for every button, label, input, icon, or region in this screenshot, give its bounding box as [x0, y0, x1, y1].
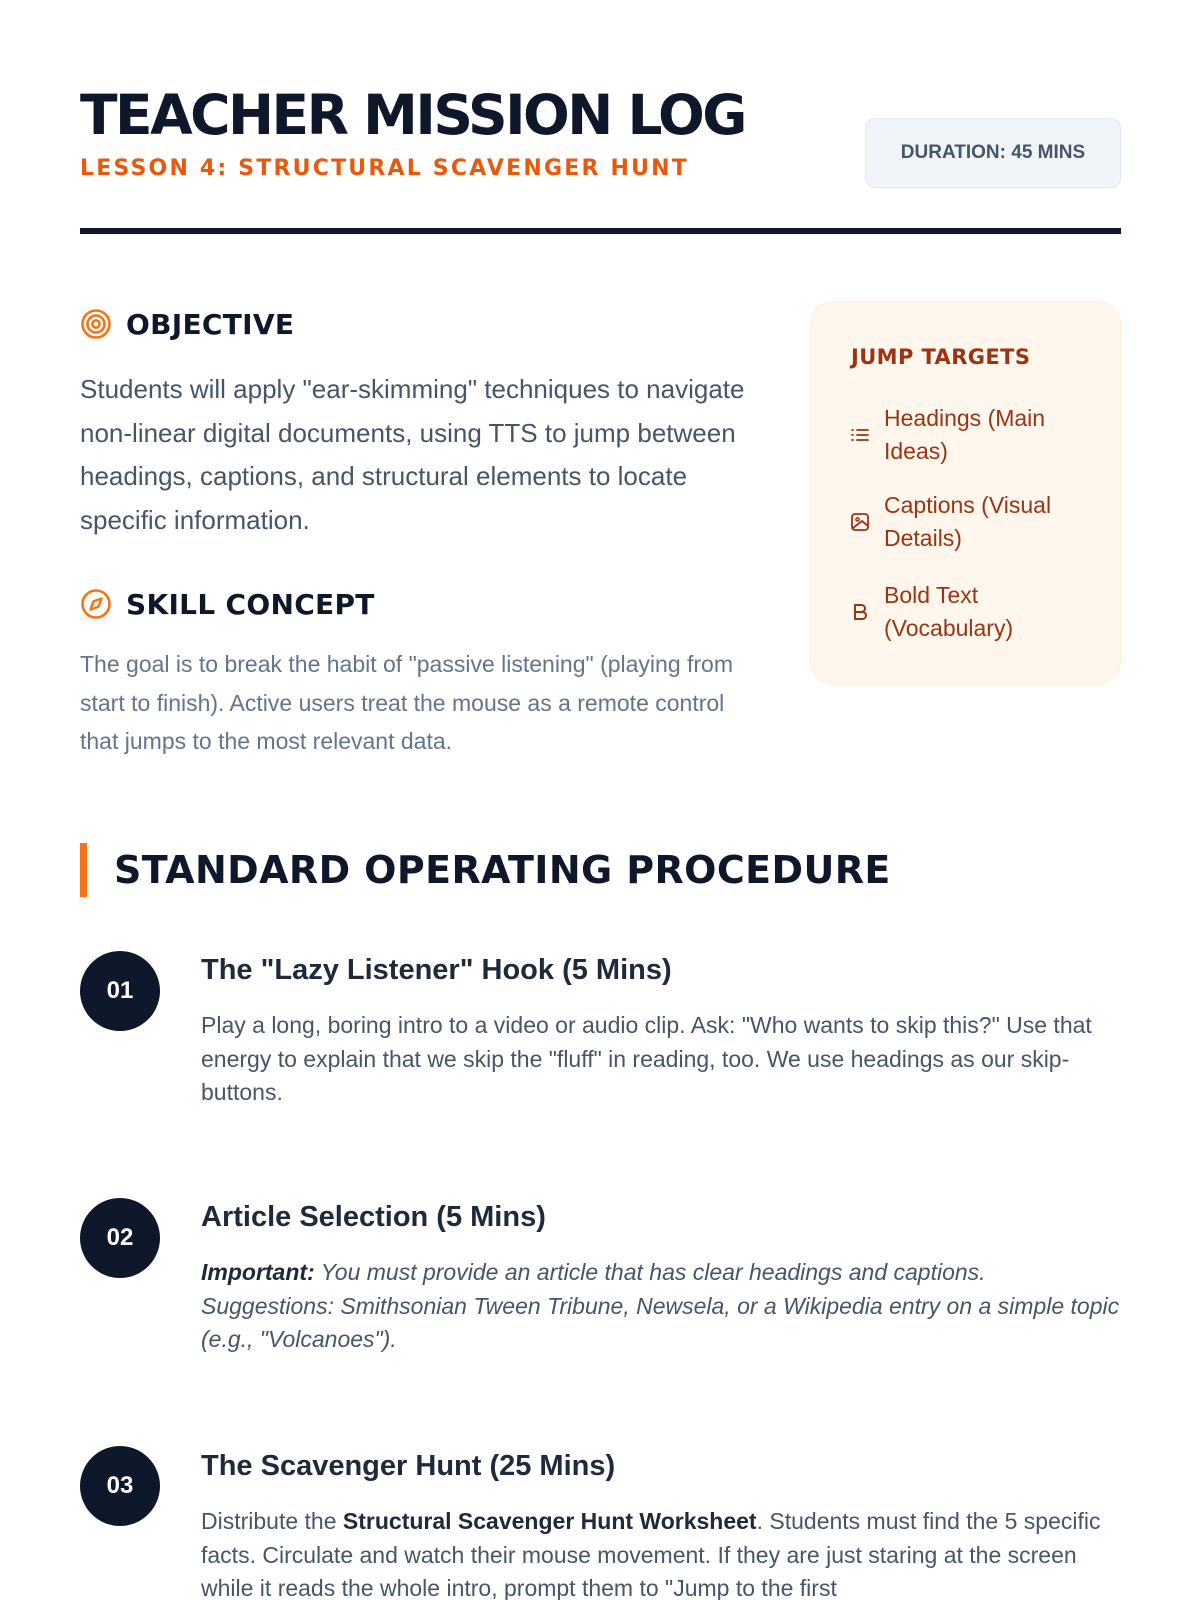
jump-target-bold [850, 579, 1094, 645]
jump-target-label: Captions (Visual Details) [884, 492, 1052, 551]
step-title: The Scavenger Hunt (25 Mins) [201, 1450, 616, 1482]
step-number-badge: 02 [80, 1198, 160, 1278]
objective-title: OBJECTIVE [126, 307, 295, 341]
skill-concept-title: SKILL CONCEPT [126, 587, 375, 621]
step-description [201, 1256, 1121, 1357]
step-number-badge: 03 [80, 1446, 160, 1526]
step-text-before: Distribute the [201, 1508, 337, 1534]
worksheet-name: Structural Scavenger Hunt Worksheet [342, 1508, 757, 1534]
page-title: TEACHER MISSION LOG [80, 83, 745, 147]
skill-concept-text: The goal is to break the habit of "passive listening" (playing from start to finish). Active users treat the mouse as a remote control that jumps to the most relevant data. [80, 651, 734, 754]
compass-icon [80, 588, 112, 620]
step-description [201, 1505, 1121, 1600]
sop-title: STANDARD OPERATING PROCEDURE [114, 848, 891, 892]
step-title: The "Lazy Listener" Hook (5 Mins) [201, 954, 672, 986]
target-icon [80, 308, 112, 340]
mission-log-page [80, 0, 1121, 1600]
duration-badge: DURATION: 45 MINS [865, 118, 1121, 188]
objective-heading [80, 304, 294, 344]
step-description: Play a long, boring intro to a video or audio clip. Ask: "Who wants to skip this?" Use that energy to explain that we skip the "fluff" in reading, too. We use headings as our skip-buttons. [201, 1012, 1092, 1105]
jump-target-label: Bold Text (Vocabulary) [884, 582, 1014, 641]
objective-text: Students will apply "ear-skimming" techniques to navigate non-linear digital documents, using TTS to jump between headings, captions, and structural elements to locate specific information. [80, 374, 745, 535]
jump-targets-title: JUMP TARGETS [851, 345, 1031, 369]
jump-target-headings [850, 402, 1094, 468]
important-label: Important: [201, 1259, 315, 1285]
bold-icon [850, 602, 870, 622]
step-description-text: You must provide an article that has clear headings and captions. Suggestions: Smithsonian Tween Tribune, Newsela, or a Wikipedia entry on a simple topic (e.g., "Volcanoes"). [201, 1259, 1120, 1352]
jump-target-captions [850, 489, 1094, 555]
image-icon [850, 512, 870, 532]
page-header [80, 80, 1121, 234]
step-title: Article Selection (5 Mins) [201, 1201, 546, 1233]
step-number-badge: 01 [80, 951, 160, 1031]
step-text-after: . Students must find the 5 specific facts. Circulate and watch their mouse movement. If they are just staring at the screen while it reads the whole intro, prompt them to "Jump to the first [201, 1508, 1101, 1600]
lesson-subtitle: LESSON 4: STRUCTURAL SCAVENGER HUNT [80, 156, 689, 181]
jump-target-label: Headings (Main Ideas) [884, 405, 1046, 464]
list-icon [850, 425, 870, 445]
skill-concept-heading [80, 584, 375, 624]
sop-heading [80, 843, 891, 897]
